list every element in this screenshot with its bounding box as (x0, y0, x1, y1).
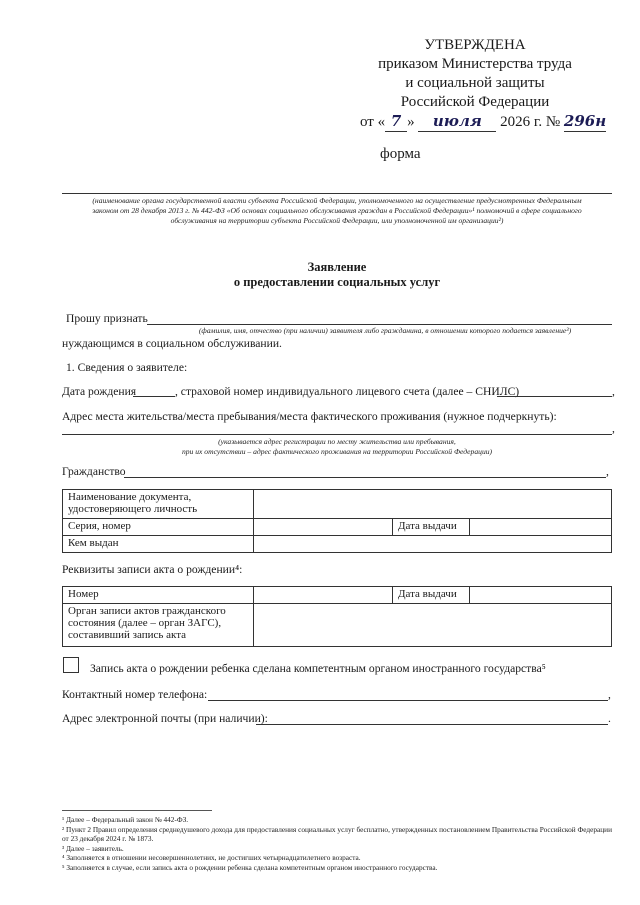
issue-date-label: Дата выдачи (393, 519, 470, 536)
record-date-value[interactable] (470, 587, 612, 604)
series-value[interactable] (254, 519, 393, 536)
phone-end: , (608, 688, 611, 701)
record-number-label: Номер (63, 587, 254, 604)
footnote-3: ³ Далее – заявитель. (62, 843, 124, 853)
address-caption-2: при их отсутствии – адрес фактического проживания на территории Российской Федерации) (181, 447, 493, 456)
footnote-1: ¹ Далее – Федеральный закон № 442-ФЗ. (62, 815, 189, 824)
phone-label: Контактный номер телефона: (62, 688, 208, 701)
footnotes (62, 815, 612, 872)
snils-field[interactable] (497, 396, 612, 397)
email-field[interactable] (256, 724, 608, 725)
org-caption: (наименование органа государственной власти субъекта Российской Федерации, уполномоченного на осуществление предусмотренных Федеральным законом от 28 декабря 2013 г. № 442-ФЗ «Об основах социального обслуживания граждан в Российской Федерации»¹ полномочий в сфере социального обслуживания на территории субъекта Российской Федерации, или уполномоченной им организации²) (92, 196, 582, 225)
order-month: июля (418, 112, 496, 132)
section-1-heading: 1. Сведения о заявителе: (66, 361, 188, 374)
foreign-record-checkbox[interactable] (63, 657, 79, 673)
snils-end: , (612, 385, 615, 398)
citizenship-field[interactable] (124, 477, 606, 478)
form-label: форма (380, 146, 421, 162)
birth-date-field[interactable] (133, 396, 175, 397)
request-continuation: нуждающимся в социальном обслуживании. (62, 337, 282, 350)
id-document-table (62, 489, 612, 553)
email-label: Адрес электронной почты (при наличии): (62, 712, 268, 725)
applicant-name-line[interactable] (147, 324, 612, 325)
title-line-2: о предоставлении социальных услуг (233, 275, 441, 289)
footnote-4: ⁴ Заполняется в отношении несовершеннолетних, не достигших четырнадцатилетнего возраста. (62, 853, 361, 862)
org-name-line[interactable] (62, 193, 612, 194)
snils-label: , страховой номер индивидуального лицевого счета (далее – СНИЛС) (175, 385, 520, 398)
record-date-label: Дата выдачи (393, 587, 470, 604)
birth-date-label: Дата рождения (62, 385, 137, 398)
issued-by-value[interactable] (254, 536, 612, 553)
address-field[interactable] (62, 434, 612, 435)
approval-block (360, 36, 607, 132)
order-number: 296н (563, 112, 607, 130)
approval-line-1: приказом Министерства труда (378, 56, 572, 72)
order-line (360, 112, 607, 132)
request-caption: (фамилия, имя, отчество (при наличии) заявителя либо гражданина, в отношении которого подается заявление³) (198, 326, 572, 335)
issued-by-label: Кем выдан (63, 536, 254, 553)
address-caption-1: (указывается адрес регистрации по месту жительства или пребывания, (218, 437, 456, 446)
issue-date-value[interactable] (470, 519, 612, 536)
document-title (62, 260, 612, 290)
foreign-record-label: Запись акта о рождении ребенка сделана компетентным органом иностранного государства⁵ (90, 662, 546, 675)
approval-line-2: и социальной защиты (405, 75, 545, 91)
doc-name-label: Наименование документа, удостоверяющего личность (63, 490, 254, 519)
request-label: Прошу признать (66, 312, 148, 325)
order-year: 2026 г. № (500, 114, 561, 130)
email-end: . (608, 712, 611, 725)
address-label: Адрес места жительства/места пребывания/места фактического проживания (нужное подчеркнуть): (62, 410, 557, 423)
footnote-2: ² Пункт 2 Правил определения среднедушевого дохода для предоставления социальных услуг бесплатно, утвержденных постановлением Правительства Российской Федерации от 23 декабря 2024 г. № 1873. (62, 824, 612, 843)
birth-record-table (62, 586, 612, 647)
registry-value[interactable] (254, 604, 612, 647)
series-label: Серия, номер (63, 519, 254, 536)
address-end: , (612, 422, 615, 435)
order-close: » (407, 114, 415, 130)
record-number-value[interactable] (254, 587, 393, 604)
approval-status: УТВЕРЖДЕНА (424, 37, 526, 53)
title-line-1: Заявление (307, 260, 367, 274)
phone-field[interactable] (208, 700, 608, 701)
birth-record-label: Реквизиты записи акта о рождении⁴: (62, 563, 243, 576)
citizenship-label: Гражданство (62, 465, 126, 478)
citizenship-end: , (606, 465, 609, 478)
order-prefix: от « (360, 114, 386, 130)
footnote-5: ⁵ Заполняется в случае, если запись акта о рождении ребенка сделана компетентным органом иностранного государства. (62, 862, 438, 872)
doc-name-value[interactable] (254, 490, 612, 519)
order-day: 7 (385, 112, 407, 132)
footnote-divider (62, 810, 212, 811)
approval-line-3: Российской Федерации (400, 94, 550, 110)
registry-label: Орган записи актов гражданского состояния (далее – орган ЗАГС), составивший запись акта (63, 604, 254, 647)
